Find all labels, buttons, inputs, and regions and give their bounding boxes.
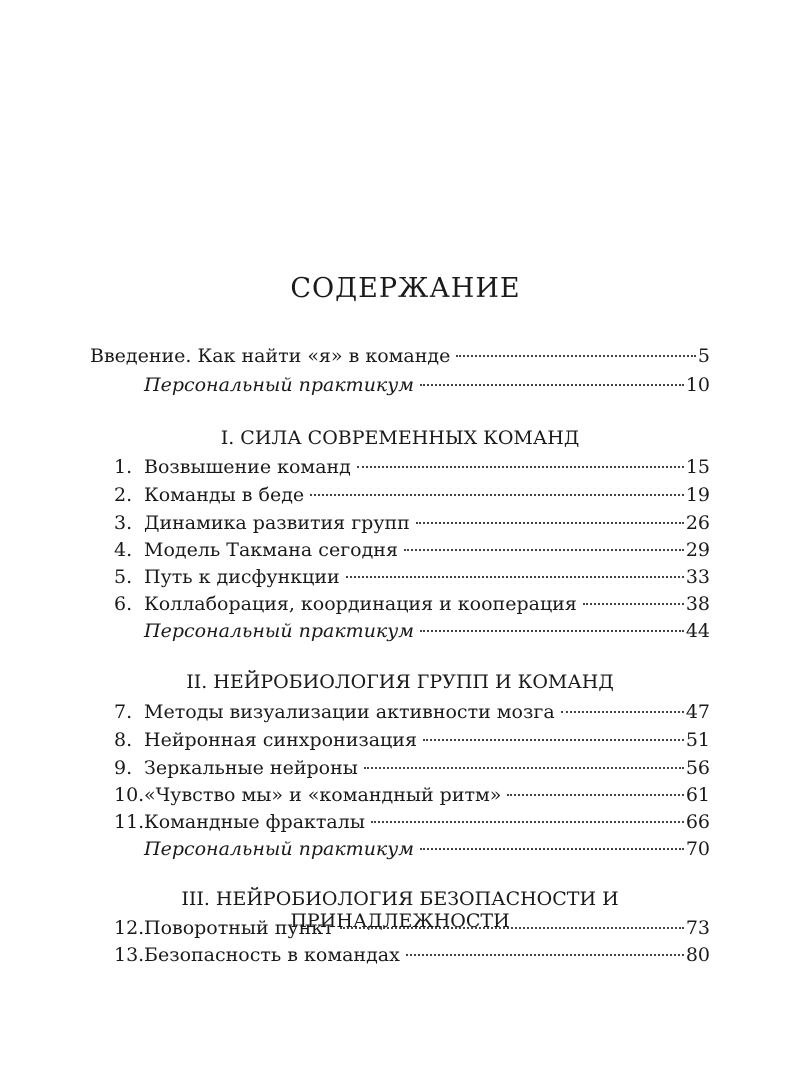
dot-leader	[423, 739, 684, 741]
dot-leader	[420, 630, 684, 632]
toc-page-number: 10	[685, 374, 710, 396]
toc-page-number: 70	[685, 838, 710, 860]
toc-entry-label: Динамика развития групп	[144, 512, 410, 534]
toc-entry[interactable]	[114, 944, 710, 968]
toc-entry-label: Методы визуализации активности мозга	[144, 701, 555, 723]
dot-leader	[583, 603, 684, 605]
toc-page-number: 51	[685, 729, 710, 751]
toc-page-number: 66	[685, 811, 710, 833]
toc-entry[interactable]	[114, 729, 710, 753]
toc-entry-number: 5.	[114, 566, 133, 588]
toc-entry-label: Модель Такмана сегодня	[144, 539, 398, 561]
toc-entry-label: Персональный практикум	[144, 374, 415, 396]
dot-leader	[420, 848, 684, 850]
toc-entry-label: Нейронная синхронизация	[144, 729, 417, 751]
toc-entry[interactable]	[114, 811, 710, 835]
dot-leader	[420, 384, 684, 386]
toc-page-number: 56	[685, 757, 710, 779]
toc-entry[interactable]	[114, 784, 710, 808]
toc-entry-number: 11.	[114, 811, 145, 833]
dot-leader	[371, 821, 684, 823]
toc-entry-practicum[interactable]	[144, 620, 710, 644]
dot-leader	[364, 767, 684, 769]
toc-page-number: 15	[685, 456, 710, 478]
toc-entry-label: Безопасность в командах	[144, 944, 400, 966]
toc-entry-label: Командные фракталы	[144, 811, 365, 833]
toc-entry-number: 1.	[114, 456, 133, 478]
toc-entry[interactable]	[114, 456, 710, 480]
toc-entry-label: Возвышение команд	[144, 456, 351, 478]
toc-entry[interactable]	[114, 917, 710, 941]
dot-leader	[561, 711, 684, 713]
toc-entry-number: 8.	[114, 729, 133, 751]
toc-entry-number: 2.	[114, 484, 133, 506]
dot-leader	[310, 494, 684, 496]
dot-leader	[507, 794, 683, 796]
toc-page-number: 19	[685, 484, 710, 506]
dot-leader	[404, 549, 684, 551]
dot-leader	[456, 355, 696, 357]
toc-page-number: 73	[685, 917, 710, 939]
toc-entry-practicum[interactable]	[144, 838, 710, 862]
toc-page-number: 26	[685, 512, 710, 534]
section-heading-2: II. НЕЙРОБИОЛОГИЯ ГРУПП И КОМАНД	[186, 671, 614, 693]
toc-entry-number: 7.	[114, 701, 133, 723]
toc-page-number: 38	[685, 593, 710, 615]
toc-entry-number: 10.	[114, 784, 145, 806]
toc-entry-number: 3.	[114, 512, 133, 534]
toc-entry[interactable]	[114, 566, 710, 590]
toc-entry-number: 9.	[114, 757, 133, 779]
toc-entry-intro-practicum[interactable]	[144, 374, 710, 398]
toc-page-number: 80	[685, 944, 710, 966]
toc-entry-number: 6.	[114, 593, 133, 615]
toc-entry-label: «Чувство мы» и «командный ритм»	[144, 784, 502, 806]
toc-entry-number: 12.	[114, 917, 145, 939]
toc-entry[interactable]	[114, 512, 710, 536]
section-heading-1: I. СИЛА СОВРЕМЕННЫХ КОМАНД	[220, 427, 580, 449]
toc-page-number: 47	[685, 701, 710, 723]
dot-leader	[406, 954, 684, 956]
toc-page-number: 29	[685, 539, 710, 561]
toc-entry-label: Введение. Как найти «я» в команде	[90, 345, 451, 367]
toc-entry-label: Зеркальные нейроны	[144, 757, 358, 779]
toc-entry-label: Коллаборация, координация и кооперация	[144, 593, 577, 615]
toc-page-number: 33	[685, 566, 710, 588]
toc-entry-label: Команды в беде	[144, 484, 305, 506]
dot-leader	[346, 576, 684, 578]
toc-page-number: 44	[685, 620, 710, 642]
toc-page-number: 5	[697, 345, 710, 367]
toc-entry[interactable]	[114, 701, 710, 725]
toc-entry[interactable]	[114, 593, 710, 617]
toc-entry-intro[interactable]	[90, 345, 710, 369]
toc-entry[interactable]	[114, 484, 710, 508]
section-heading-3: III. НЕЙРОБИОЛОГИЯ БЕЗОПАСНОСТИ И ПРИНАДЛЕЖНОСТИ	[181, 888, 619, 932]
toc-entry-label: Персональный практикум	[144, 620, 415, 642]
page-title: СОДЕРЖАНИЕ	[290, 273, 521, 305]
dot-leader	[340, 927, 684, 929]
toc-entry-label: Поворотный пункт	[144, 917, 334, 939]
toc-entry-number: 4.	[114, 539, 133, 561]
toc-entry-number: 13.	[114, 944, 145, 966]
dot-leader	[416, 522, 684, 524]
toc-entry-label: Персональный практикум	[144, 838, 415, 860]
dot-leader	[357, 466, 684, 468]
toc-entry[interactable]	[114, 757, 710, 781]
toc-entry[interactable]	[114, 539, 710, 563]
toc-page-number: 61	[685, 784, 710, 806]
toc-entry-label: Путь к дисфункции	[144, 566, 340, 588]
